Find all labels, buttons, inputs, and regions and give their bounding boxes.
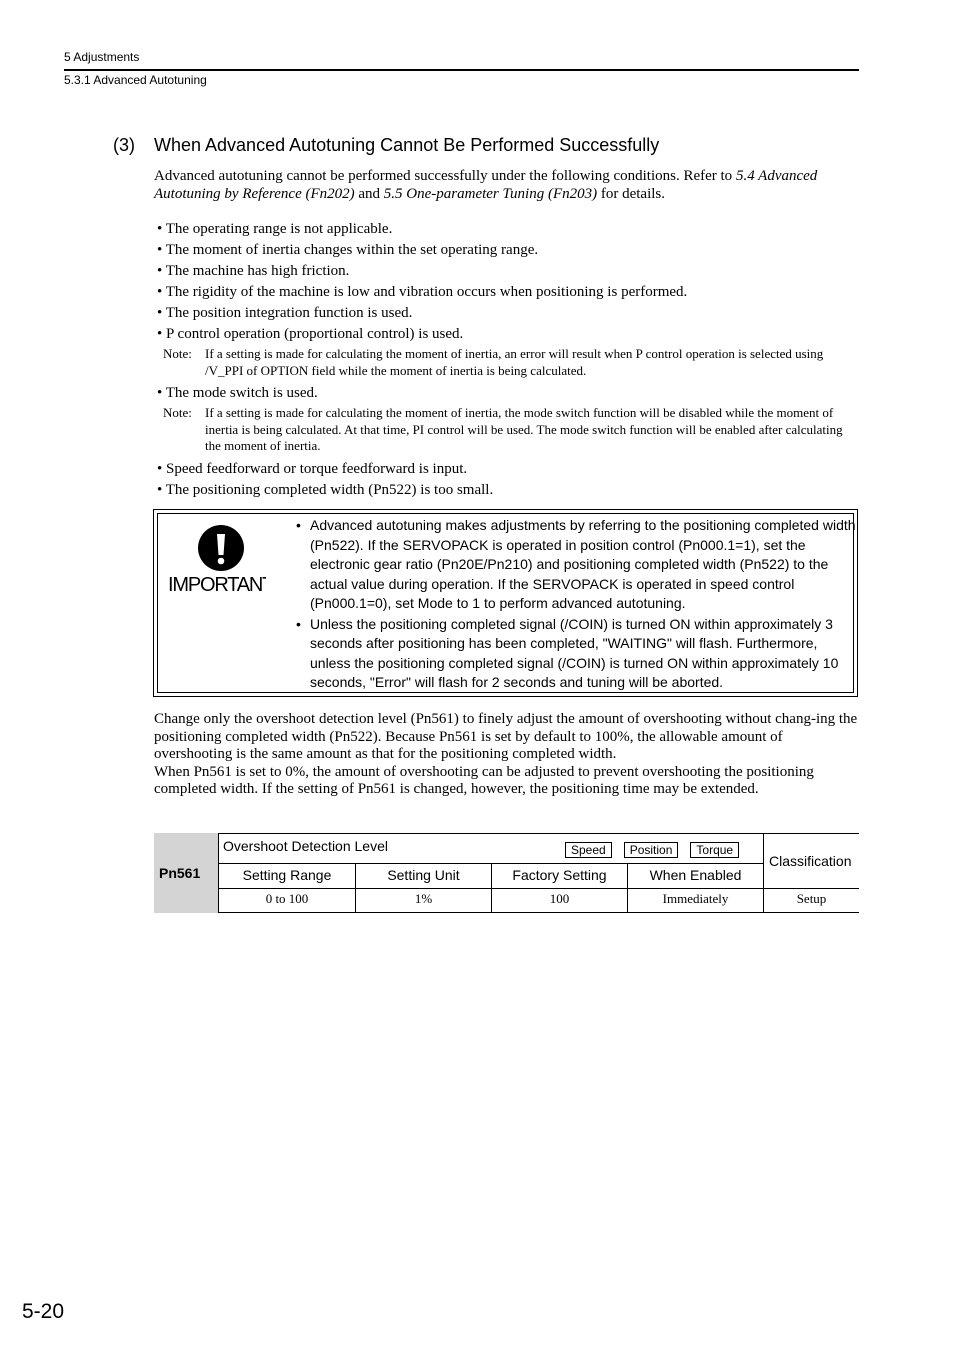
header-section: 5.3.1 Advanced Autotuning [64,73,207,87]
heading-title: When Advanced Autotuning Cannot Be Performed Successfully [154,135,660,155]
param-name-cell [218,833,763,863]
conditions-list [157,219,857,501]
value-factory-setting: 100 [491,888,627,913]
note-label: Note: [163,405,192,420]
header-setting-range: Setting Range [218,863,355,888]
intro-and: and [354,185,384,202]
section-heading [113,135,659,156]
classification-header: Classification [763,833,859,888]
tag-speed: Speed [565,842,612,858]
list-item: • The moment of inertia changes within the set operating range. [157,242,539,258]
list-item: • P control operation (proportional control) is used. [157,326,464,342]
ref-link-fn202[interactable]: 5.4 Advanced Autotuning by Reference (Fn202) [154,168,818,202]
header-chapter: 5 Adjustments [64,50,140,64]
page-number: 5-20 [22,1300,65,1323]
important-item [296,615,856,693]
header-when-enabled: When Enabled [627,863,763,888]
parameter-table [154,833,859,913]
list-item: • Speed feedforward or torque feedforward is input. [157,460,468,477]
value-setting-unit: 1% [355,888,491,913]
list-item: • The mode switch is used. [157,385,318,401]
list-item: • The operating range is not applicable. [157,221,393,237]
list-item: • The position integration function is used. [157,305,413,321]
tag-torque: Torque [690,842,739,858]
important-box-inner [157,513,854,693]
note-text: If a setting is made for calculating the moment of inertia, an error will result when P control operation is selected using /V_PPI of OPTION field while the moment of inertia is being calculated. [205,346,824,378]
header-setting-unit: Setting Unit [355,863,491,888]
bullet-icon: • [296,615,301,632]
list-item: • The positioning completed width (Pn522) is too small. [157,481,494,498]
paragraph-2: When Pn561 is set to 0%, the amount of overshooting can be adjusted to prevent overshooting the positioning completed width. If the setting of Pn561 is changed, however, the positioning time may be extended. [154,763,814,797]
note-label: Note: [163,346,192,361]
important-icon-label: IMPORTANT [168,574,266,596]
note-p-control [163,346,857,379]
note-text: If a setting is made for calculating the moment of inertia, the mode switch function will be disabled while the moment of inertia is being calculated. At that time, PI control will be used. The mode switch function will be enabled after calculating the moment of inertia. [205,405,843,453]
paragraph-1: Change only the overshoot detection level (Pn561) to finely adjust the amount of overshooting without chang-ing the positioning completed width (Pn522). Because Pn561 is set by default to 100%, the allowable amount of overshooting is the same amount as that for the positioning completed width. [154,711,858,762]
bullet-icon: • [296,517,301,533]
list-item: • The machine has high friction. [157,263,350,279]
intro-tail: for details. [597,185,666,202]
header-rule [64,69,859,71]
param-name: Overshoot Detection Level [223,838,388,854]
intro-text: Advanced autotuning cannot be performed successfully under the following conditions. Refer to [154,168,736,184]
important-item-text: Advanced autotuning makes adjustments by referring to the positioning completed width (Pn522). If the SERVOPACK is operated in position control (Pn000.1=1), set the electronic gear ratio (Pn20E/Pn210) and positioning completed width (Pn522) to the actual value during operation. If the SERVOPACK is operated in speed control (Pn000.1=0), set Mode to 1 to perform advanced autotuning. [310,517,856,611]
value-setting-range: 0 to 100 [218,888,355,913]
note-mode-switch [163,405,857,455]
value-when-enabled: Immediately [627,888,763,913]
important-item-text: Unless the positioning completed signal (/COIN) is turned ON within approximately 3 seconds after positioning has been completed, "WAITING" will flash. Furthermore, unless the positioning completed signal (/COIN) is turned ON within approximately 10 seconds, "Error" will flash for 2 seconds and tuning will be aborted. [310,615,839,690]
ref-link-fn203[interactable]: 5.5 One-parameter Tuning (Fn203) [383,185,598,202]
header-factory-setting: Factory Setting [491,863,627,888]
list-item: • The rigidity of the machine is low and vibration occurs when positioning is performed. [157,284,688,300]
important-notes [296,516,856,694]
important-icon [164,524,266,604]
important-box [153,509,858,697]
important-item [296,516,856,614]
heading-number: (3) [113,135,135,155]
overshoot-description [154,711,859,799]
mode-tags [565,841,751,858]
param-number: Pn561 [154,833,218,913]
intro-paragraph [154,168,834,203]
tag-position: Position [624,842,679,858]
value-classification: Setup [763,888,859,913]
